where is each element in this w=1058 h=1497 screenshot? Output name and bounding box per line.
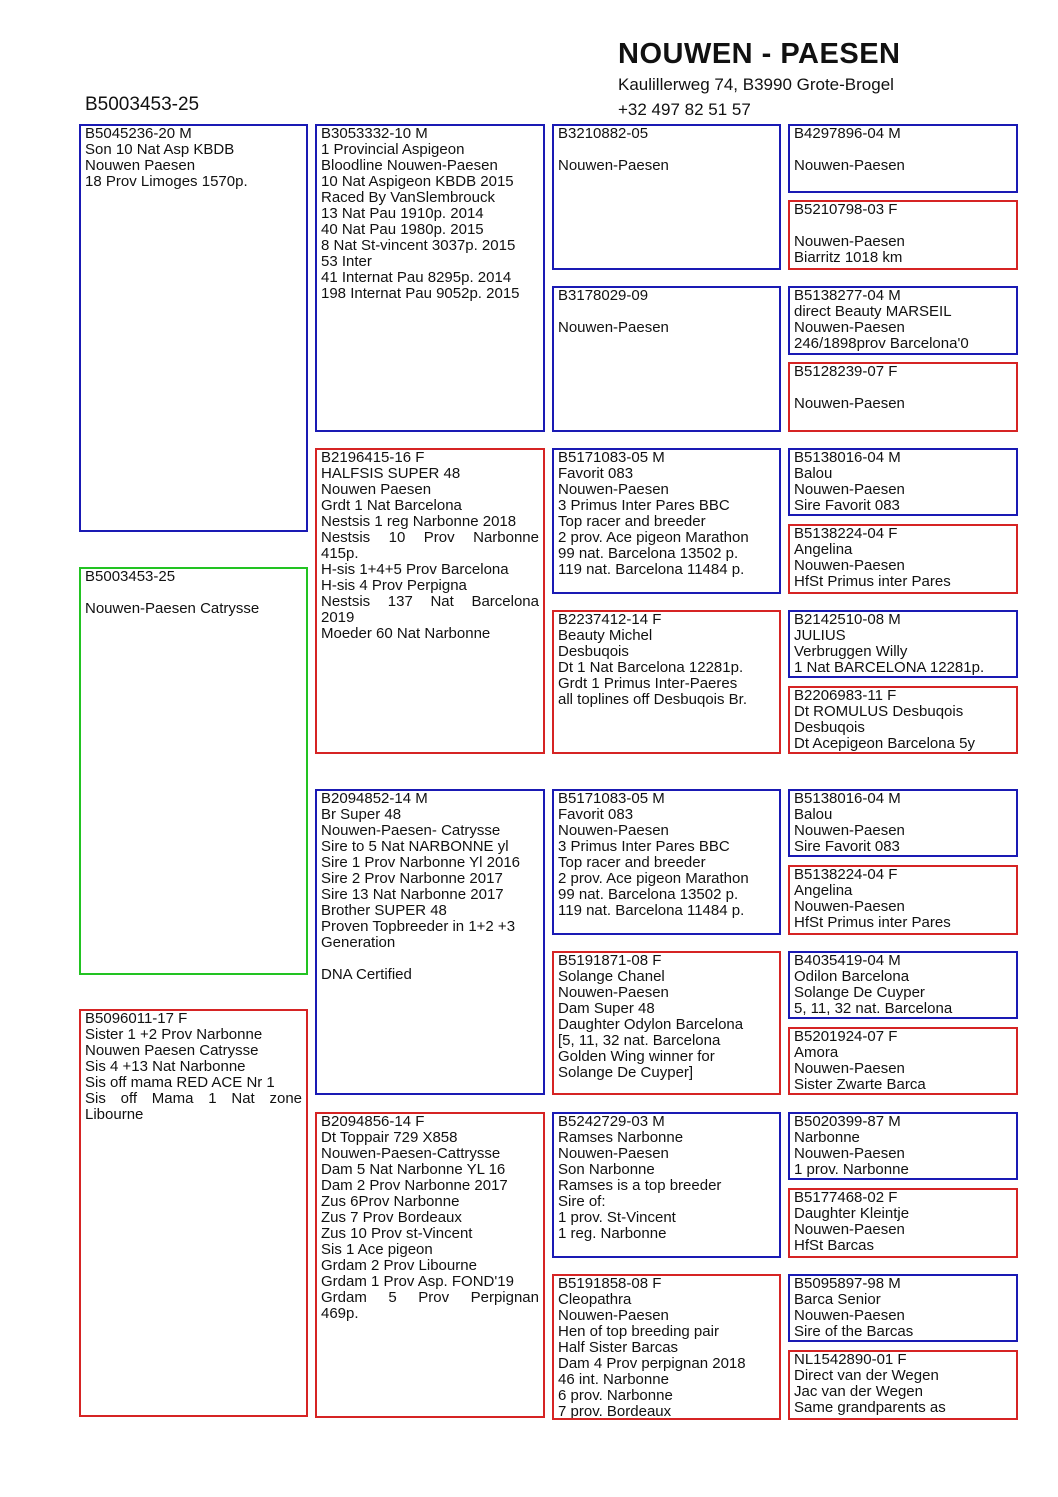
pigeon-info-line: Balou	[794, 806, 833, 823]
pigeon-card-ds	[315, 789, 545, 1095]
pigeon-ring: B4035419-04 M	[794, 952, 901, 969]
pigeon-info-line: Dt 1 Nat Barcelona 12281p.	[558, 659, 744, 676]
pigeon-info-line: Nouwen-Paesen-Cattrysse	[321, 1145, 501, 1162]
pigeon-info-line: 1 prov. St-Vincent	[558, 1209, 676, 1226]
pigeon-card-g9	[788, 789, 1018, 857]
pigeon-info-line: Sire Favorit 083	[794, 838, 900, 855]
pigeon-info-line: Dt Acepigeon Barcelona 5y	[794, 735, 975, 752]
pigeon-info-line: Nouwen-Paesen	[794, 1307, 905, 1324]
pigeon-info-line: Amora	[794, 1044, 839, 1061]
pigeon-ring: B2142510-08 M	[794, 611, 901, 628]
pigeon-info-line: Jac van der Wegen	[794, 1383, 923, 1400]
pigeon-info-line: all toplines off Desbuqois Br.	[558, 691, 748, 708]
pigeon-info-line: Generation	[321, 934, 396, 951]
pigeon-info-line: Angelina	[794, 882, 853, 899]
pigeon-ring: B2196415-16 F	[321, 449, 425, 466]
pigeon-info-line: HALFSIS SUPER 48	[321, 465, 461, 482]
pigeon-info-line: Solange Chanel	[558, 968, 665, 985]
pigeon-card-g11	[788, 951, 1018, 1019]
pigeon-info-line: 41 Internat Pau 8295p. 2014	[321, 269, 512, 286]
pigeon-info-line: [5, 11, 32 nat. Barcelona	[558, 1032, 721, 1049]
pigeon-info-line: Nouwen-Paesen	[558, 319, 669, 336]
pigeon-info-line: Nouwen Paesen Catrysse	[85, 1042, 259, 1059]
pigeon-info-line	[794, 142, 1012, 158]
pigeon-info-line: Top racer and breeder	[558, 854, 706, 871]
pigeon-info-line: Grdt 1 Primus Inter-Paeres	[558, 675, 738, 692]
pigeon-info-line: Nouwen Paesen	[85, 157, 196, 174]
pigeon-info-line: Sire of the Barcas	[794, 1323, 914, 1340]
pigeon-info-line: Nestsis 1 reg Narbonne 2018	[321, 513, 517, 530]
pigeon-info-line: 13 Nat Pau 1910p. 2014	[321, 205, 484, 222]
pigeon-info-line: Bloodline Nouwen-Paesen	[321, 157, 498, 174]
pigeon-info-line: Dt ROMULUS Desbuqois	[794, 703, 964, 720]
pigeon-info-line: 469p.	[321, 1305, 359, 1322]
pigeon-ring: B3178029-09	[558, 287, 649, 304]
pigeon-info-line: HfSt Primus inter Pares	[794, 914, 951, 931]
pigeon-info-line: Nestsis 137 Nat Barcelona	[321, 593, 539, 610]
pigeon-card-g1	[788, 124, 1018, 193]
pigeon-ring: B5177468-02 F	[794, 1189, 898, 1206]
pigeon-info-line: HfSt Primus inter Pares	[794, 573, 951, 590]
pigeon-info-line: HfSt Barcas	[794, 1237, 875, 1254]
pigeon-ring: B5210798-03 F	[794, 201, 898, 218]
pigeon-ring: B3053332-10 M	[321, 125, 428, 142]
pigeon-info-line: Proven Topbreeder in 1+2 +3	[321, 918, 516, 935]
pigeon-info-line	[85, 585, 302, 601]
pigeon-info-line: Desbuqois	[558, 643, 629, 660]
pigeon-info-line	[558, 304, 775, 320]
pigeon-info-line: Sire 1 Prov Narbonne Yl 2016	[321, 854, 521, 871]
pigeon-info-line: Barca Senior	[794, 1291, 881, 1308]
pigeon-info-line: Top racer and breeder	[558, 513, 706, 530]
pigeon-card-g3	[788, 286, 1018, 355]
pigeon-info-line: Sire of:	[558, 1193, 606, 1210]
pigeon-ring: NL1542890-01 F	[794, 1351, 907, 1368]
pigeon-info-line: Sister 1 +2 Prov Narbonne	[85, 1026, 263, 1043]
pigeon-card-dds	[552, 1112, 781, 1258]
pigeon-info-line: Direct van der Wegen	[794, 1367, 939, 1384]
pigeon-card-g14	[788, 1188, 1018, 1258]
pigeon-info-line: direct Beauty MARSEIL	[794, 303, 952, 320]
pigeon-info-line: Sire to 5 Nat NARBONNE yl	[321, 838, 509, 855]
pigeon-info-line: Nouwen-Paesen Catrysse	[85, 600, 260, 617]
pigeon-card-ss	[315, 124, 545, 432]
pigeon-info-line: Sister Zwarte Barca	[794, 1076, 926, 1093]
pigeon-info-line: 2 prov. Ace pigeon Marathon	[558, 870, 749, 887]
pigeon-ring: B2206983-11 F	[794, 687, 897, 704]
pigeon-info-line: Sis off mama RED ACE Nr 1	[85, 1074, 275, 1091]
pigeon-info-line	[794, 218, 1012, 234]
pigeon-info-line: 18 Prov Limoges 1570p.	[85, 173, 248, 190]
pigeon-info-line: Nestsis 10 Prov Narbonne	[321, 529, 539, 546]
pigeon-info-line: Dam 5 Nat Narbonne YL 16	[321, 1161, 506, 1178]
pigeon-card-sd	[315, 448, 545, 754]
pigeon-info-line: 8 Nat St-vincent 3037p. 2015	[321, 237, 516, 254]
pedigree-ring-number: B5003453-25	[85, 94, 200, 115]
pigeon-info-line: 3 Primus Inter Pares BBC	[558, 497, 730, 514]
pigeon-ring: B5138277-04 M	[794, 287, 901, 304]
pigeon-info-line: 119 nat. Barcelona 11484 p.	[558, 902, 745, 919]
pigeon-info-line: Verbruggen Willy	[794, 643, 908, 660]
pigeon-info-line: H-sis 1+4+5 Prov Barcelona	[321, 561, 509, 578]
pigeon-ring: B5138016-04 M	[794, 790, 901, 807]
pigeon-info-line: Nouwen-Paesen	[794, 481, 905, 498]
pigeon-info-line: 99 nat. Barcelona 13502 p.	[558, 545, 739, 562]
pigeon-info-line: Brother SUPER 48	[321, 902, 447, 919]
pigeon-info-line: Nouwen-Paesen	[558, 984, 669, 1001]
pigeon-info-line: Hen of top breeding pair	[558, 1323, 719, 1340]
pigeon-ring: B5045236-20 M	[85, 125, 192, 142]
pigeon-ring: B5138016-04 M	[794, 449, 901, 466]
pigeon-info-line: 3 Primus Inter Pares BBC	[558, 838, 730, 855]
pigeon-info-line	[321, 951, 539, 967]
pigeon-card-subject	[79, 567, 308, 975]
pigeon-info-line: Grdt 1 Nat Barcelona	[321, 497, 462, 514]
pigeon-card-g16	[788, 1350, 1018, 1420]
pigeon-info-line: Raced By VanSlembrouck	[321, 189, 495, 206]
pigeon-ring: B5095897-98 M	[794, 1275, 901, 1292]
pigeon-info-line: Nouwen-Paesen	[794, 395, 905, 412]
pigeon-card-g5	[788, 448, 1018, 516]
pigeon-info-line: Nouwen-Paesen	[794, 319, 905, 336]
pigeon-info-line: Nouwen-Paesen	[558, 481, 669, 498]
pigeon-ring: B5171083-05 M	[558, 449, 665, 466]
pigeon-info-line: Dt Toppair 729 X858	[321, 1129, 458, 1146]
pigeon-info-line: 119 nat. Barcelona 11484 p.	[558, 561, 745, 578]
pigeon-card-g6	[788, 524, 1018, 594]
pigeon-card-sdd	[552, 610, 781, 754]
pigeon-info-line: Nouwen-Paesen	[794, 1060, 905, 1077]
pigeon-info-line: Zus 7 Prov Bordeaux	[321, 1209, 462, 1226]
pigeon-card-ddd	[552, 1274, 781, 1420]
pigeon-info-line: Moeder 60 Nat Narbonne	[321, 625, 491, 642]
pigeon-ring: B5003453-25	[85, 568, 176, 585]
pigeon-info-line: Grdam 2 Prov Libourne	[321, 1257, 477, 1274]
pigeon-info-line: Sire 2 Prov Narbonne 2017	[321, 870, 503, 887]
pigeon-info-line: 5, 11, 32 nat. Barcelona	[794, 1000, 953, 1017]
pigeon-info-line: Nouwen-Paesen	[794, 157, 905, 174]
pigeon-info-line: Grdam 5 Prov Perpignan	[321, 1289, 539, 1306]
pigeon-card-sds	[552, 448, 781, 594]
pigeon-info-line: Golden Wing winner for	[558, 1048, 715, 1065]
pigeon-info-line: Nouwen-Paesen	[558, 1307, 669, 1324]
pigeon-info-line	[794, 380, 1012, 396]
pigeon-ring: B5242729-03 M	[558, 1113, 665, 1130]
pigeon-info-line: 1 prov. Narbonne	[794, 1161, 909, 1178]
pigeon-info-line: 40 Nat Pau 1980p. 2015	[321, 221, 484, 238]
pigeon-info-line: Nouwen-Paesen	[794, 822, 905, 839]
pigeon-info-line: 7 prov. Bordeaux	[558, 1403, 672, 1420]
pigeon-ring: B5020399-87 M	[794, 1113, 901, 1130]
pigeon-info-line: 10 Nat Aspigeon KBDB 2015	[321, 173, 514, 190]
pigeon-info-line: Dam 2 Prov Narbonne 2017	[321, 1177, 508, 1194]
pigeon-info-line: Daughter Kleintje	[794, 1205, 910, 1222]
pigeon-info-line: DNA Certified	[321, 966, 412, 983]
pigeon-info-line: Sis 1 Ace pigeon	[321, 1241, 433, 1258]
pigeon-info-line: Desbuqois	[794, 719, 865, 736]
pigeon-info-line: Sire Favorit 083	[794, 497, 900, 514]
pigeon-info-line: Nouwen-Paesen	[794, 233, 905, 250]
pigeon-info-line: Libourne	[85, 1106, 144, 1123]
pigeon-ring: B2237412-14 F	[558, 611, 662, 628]
pigeon-info-line: Angelina	[794, 541, 853, 558]
pigeon-card-sire	[79, 124, 308, 532]
pigeon-info-line: Nouwen-Paesen	[794, 1145, 905, 1162]
pigeon-info-line: Narbonne	[794, 1129, 860, 1146]
pigeon-ring: B5201924-07 F	[794, 1028, 898, 1045]
pigeon-card-g7	[788, 610, 1018, 678]
pigeon-card-g4	[788, 362, 1018, 432]
pigeon-card-ssd	[552, 286, 781, 432]
pigeon-info-line: Nouwen-Paesen	[558, 1145, 669, 1162]
pigeon-ring: B5138224-04 F	[794, 866, 898, 883]
pigeon-info-line: Zus 10 Prov st-Vincent	[321, 1225, 473, 1242]
pigeon-card-dam	[79, 1009, 308, 1417]
pigeon-info-line: Nouwen-Paesen	[558, 822, 669, 839]
pigeon-card-g10	[788, 865, 1018, 935]
pigeon-ring: B4297896-04 M	[794, 125, 901, 142]
pigeon-ring: B5138224-04 F	[794, 525, 898, 542]
pigeon-info-line: JULIUS	[794, 627, 846, 644]
pigeon-info-line: Cleopathra	[558, 1291, 632, 1308]
pigeon-info-line: 46 int. Narbonne	[558, 1371, 669, 1388]
pigeon-ring: B2094856-14 F	[321, 1113, 425, 1130]
pigeon-info-line: Favorit 083	[558, 806, 634, 823]
pigeon-info-line: Nouwen-Paesen	[794, 1221, 905, 1238]
pigeon-info-line: Nouwen Paesen	[321, 481, 432, 498]
pigeon-info-line: 246/1898prov Barcelona'0	[794, 335, 969, 352]
pigeon-info-line: 6 prov. Narbonne	[558, 1387, 673, 1404]
pigeon-info-line: 2 prov. Ace pigeon Marathon	[558, 529, 749, 546]
pigeon-info-line: Nouwen-Paesen	[794, 557, 905, 574]
pigeon-info-line: Sis 4 +13 Nat Narbonne	[85, 1058, 246, 1075]
pigeon-card-dd	[315, 1112, 545, 1418]
pigeon-info-line: Son Narbonne	[558, 1161, 655, 1178]
pigeon-info-line: 1 Nat BARCELONA 12281p.	[794, 659, 985, 676]
pigeon-info-line: Favorit 083	[558, 465, 634, 482]
pigeon-card-g2	[788, 200, 1018, 270]
pigeon-info-line: Br Super 48	[321, 806, 402, 823]
pigeon-info-line: Balou	[794, 465, 833, 482]
breeder-name: NOUWEN - PAESEN	[618, 38, 901, 70]
pigeon-ring: B5128239-07 F	[794, 363, 898, 380]
pigeon-ring: B5096011-17 F	[85, 1010, 188, 1027]
pigeon-info-line: H-sis 4 Prov Perpigna	[321, 577, 467, 594]
pigeon-info-line: Solange De Cuyper]	[558, 1064, 694, 1081]
pigeon-info-line: Sis off Mama 1 Nat zone	[85, 1090, 302, 1107]
pigeon-info-line: Biarritz 1018 km	[794, 249, 903, 266]
pigeon-ring: B5191858-08 F	[558, 1275, 662, 1292]
pigeon-info-line: 415p.	[321, 545, 359, 562]
pigeon-card-sss	[552, 124, 781, 270]
pigeon-card-g13	[788, 1112, 1018, 1180]
pigeon-info-line: 1 reg. Narbonne	[558, 1225, 667, 1242]
pigeon-card-g12	[788, 1027, 1018, 1095]
pigeon-info-line: Dam Super 48	[558, 1000, 655, 1017]
breeder-phone: +32 497 82 51 57	[618, 100, 751, 119]
pigeon-info-line: 99 nat. Barcelona 13502 p.	[558, 886, 739, 903]
pigeon-ring: B2094852-14 M	[321, 790, 428, 807]
pigeon-info-line: 53 Inter	[321, 253, 372, 270]
pigeon-info-line: Odilon Barcelona	[794, 968, 910, 985]
pigeon-info-line: Beauty Michel	[558, 627, 653, 644]
pigeon-info-line: Ramses Narbonne	[558, 1129, 684, 1146]
pigeon-info-line: Daughter Odylon Barcelona	[558, 1016, 744, 1033]
breeder-address: Kaulillerweg 74, B3990 Grote-Brogel	[618, 75, 894, 94]
pigeon-card-dsd	[552, 951, 781, 1095]
pigeon-card-dss	[552, 789, 781, 935]
pigeon-info-line: Son 10 Nat Asp KBDB	[85, 141, 235, 158]
pigeon-info-line: Dam 4 Prov perpignan 2018	[558, 1355, 746, 1372]
pigeon-info-line: Nouwen-Paesen- Catrysse	[321, 822, 501, 839]
pigeon-card-g15	[788, 1274, 1018, 1342]
pigeon-info-line: Solange De Cuyper	[794, 984, 925, 1001]
pigeon-info-line: Grdam 1 Prov Asp. FOND'19	[321, 1273, 514, 1290]
pigeon-ring: B5171083-05 M	[558, 790, 665, 807]
pigeon-info-line: 198 Internat Pau 9052p. 2015	[321, 285, 520, 302]
pigeon-info-line: 1 Provincial Aspigeon	[321, 141, 465, 158]
pigeon-ring: B3210882-05	[558, 125, 649, 142]
pigeon-info-line: Same grandparents as	[794, 1399, 946, 1416]
pigeon-info-line: Sire 13 Nat Narbonne 2017	[321, 886, 504, 903]
pigeon-info-line: Half Sister Barcas	[558, 1339, 679, 1356]
pigeon-ring: B5191871-08 F	[558, 952, 662, 969]
pigeon-info-line: 2019	[321, 609, 355, 626]
pigeon-info-line: Zus 6Prov Narbonne	[321, 1193, 460, 1210]
pigeon-info-line: Nouwen-Paesen	[558, 157, 669, 174]
pigeon-info-line: Nouwen-Paesen	[794, 898, 905, 915]
pigeon-info-line	[558, 142, 775, 158]
pigeon-info-line: Ramses is a top breeder	[558, 1177, 722, 1194]
pigeon-card-g8	[788, 686, 1018, 754]
